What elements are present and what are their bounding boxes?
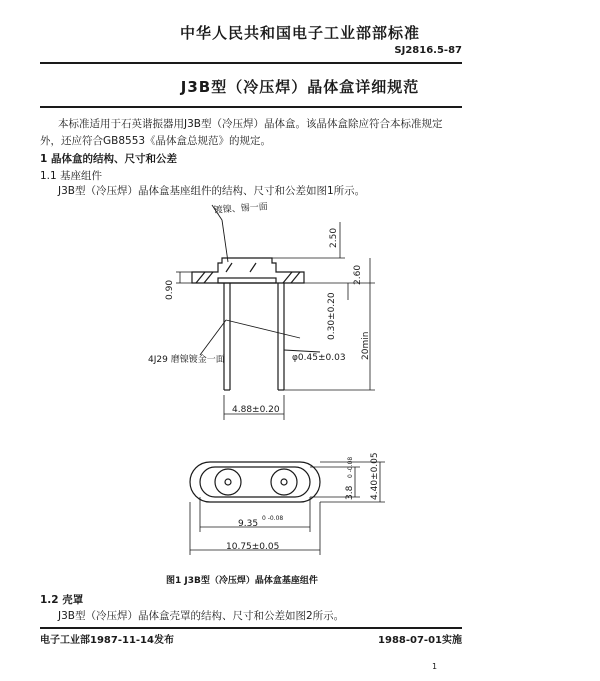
dim-3.8: 3.8 bbox=[345, 485, 355, 500]
dim-20min: 20min bbox=[361, 331, 371, 360]
intro-paragraph-line2: 外，还应符合GB8553《晶体盒总规范》的规定。 bbox=[40, 135, 272, 147]
dim-3.8-tolerance: 0 -0.08 bbox=[347, 456, 354, 478]
intro-paragraph-line1: 本标准适用于石英谐振器用J3B型（冷压焊）晶体盒。该晶体盒除应符合本标准规定 bbox=[58, 118, 443, 130]
document-title: J3B型（冷压焊）晶体盒详细规范 bbox=[180, 78, 420, 96]
section-1-2-heading: 1.2 壳罩 bbox=[40, 594, 84, 606]
section-1-2-text: J3B型（冷压焊）晶体盒壳罩的结构、尺寸和公差如图2所示。 bbox=[58, 610, 345, 622]
standard-code: SJ2816.5-87 bbox=[394, 45, 462, 56]
dim-9.35: 9.35 bbox=[238, 519, 259, 529]
issued-date: 电子工业部1987-11-14发布 bbox=[40, 635, 174, 646]
dim-phi-0.45: φ0.45±0.03 bbox=[292, 353, 346, 363]
dim-4.88: 4.88±0.20 bbox=[232, 405, 280, 415]
dim-2.50: 2.50 bbox=[329, 227, 339, 248]
section-1-heading: 1 晶体盒的结构、尺寸和公差 bbox=[40, 153, 177, 165]
section-1-1-text: J3B型（冷压焊）晶体盒基座组件的结构、尺寸和公差如图1所示。 bbox=[58, 185, 366, 197]
standard-org-title: 中华人民共和国电子工业部部标准 bbox=[179, 24, 420, 42]
note-left: 4J29 磨镍镀金一面 bbox=[148, 355, 225, 365]
dim-10.75: 10.75±0.05 bbox=[226, 542, 280, 552]
figure-caption: 图1 J3B型（冷压焊）晶体盒基座组件 bbox=[166, 576, 318, 586]
effective-date: 1988-07-01实施 bbox=[378, 635, 462, 646]
note-top: 镀镍、锡一面 bbox=[213, 202, 269, 216]
section-1-1-heading: 1.1 基座组件 bbox=[40, 170, 103, 182]
dim-0.90: 0.90 bbox=[165, 279, 175, 300]
dim-9.35-tolerance: 0 -0.08 bbox=[262, 515, 284, 522]
page-number: 1 bbox=[432, 662, 438, 671]
footer-rule bbox=[40, 627, 462, 629]
dim-4.40: 4.40±0.05 bbox=[370, 452, 380, 500]
dim-2.60: 2.60 bbox=[353, 264, 363, 285]
dim-0.30: 0.30±0.20 bbox=[327, 292, 337, 340]
